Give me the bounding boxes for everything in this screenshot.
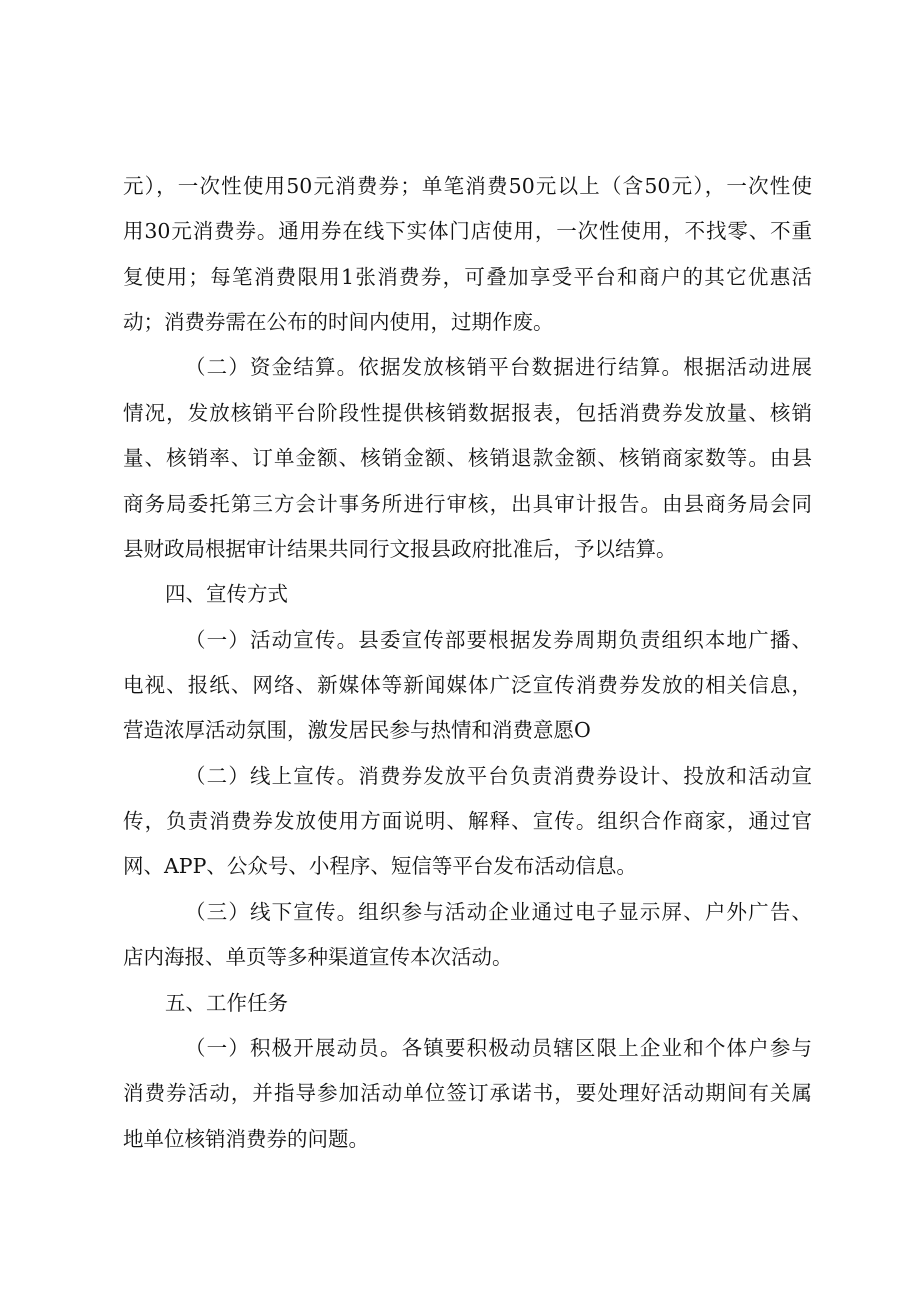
text-line: 元），一次性使用50元消费券；单笔消费50元以上（含50元），一次性使 [123,174,812,198]
paragraph-start: （二）资金结算。依据发放核销平台数据进行结算。根据活动进展 [185,355,812,379]
text-line: 营造浓厚活动氛围，激发居民参与热情和消费意愿O [123,718,591,742]
text-line: 电视、报纸、网络、新媒体等新闻媒体广泛宣传消费券发放的相关信息， [123,673,812,697]
paragraph-start: （三）线下宣传。组织参与活动企业通过电子显示屏、户外广告、 [185,900,812,924]
text-line: 量、核销率、订单金额、核销金额、核销退款金额、核销商家数等。由县 [123,446,812,470]
text-line: 情况，发放核销平台阶段性提供核销数据报表，包括消费券发放量、核销 [123,401,812,425]
text-line: 传，负责消费券发放使用方面说明、解释、宣传。组织合作商家，通过官 [123,809,812,833]
paragraph-start: （一）积极开展动员。各镇要积极动员辖区限上企业和个体户参与 [185,1036,812,1060]
text-line: 动；消费券需在公布的时间内使用，过期作废。 [123,310,554,334]
text-line: 网、APP、公众号、小程序、短信等平台发布活动信息。 [123,854,637,878]
text-line: 商务局委托第三方会计事务所进行审核，出具审计报告。由县商务局会同 [123,492,812,516]
text-line: 地单位核销消费券的问题。 [123,1127,369,1151]
section-heading: 五、工作任务 [165,991,288,1015]
text-line: 用30元消费券。通用券在线下实体门店使用，一次性使用，不找零、不重 [123,219,812,243]
text-line: 复使用；每笔消费限用1张消费券，可叠加享受平台和商户的其它优惠活 [123,265,812,289]
text-line: 店内海报、单页等多种渠道宣传本次活动。 [123,945,513,969]
section-heading: 四、宣传方式 [165,582,288,606]
paragraph-start: （一）活动宣传。县委宣传部要根据发券周期负责组织本地广播、 [185,628,812,652]
text-line: 县财政局根据审计结果共同行文报县政府批准后，予以结算。 [123,537,677,561]
paragraph-start: （二）线上宣传。消费券发放平台负责消费券设计、投放和活动宣 [185,764,812,788]
text-line: 消费券活动，并指导参加活动单位签订承诺书，要处理好活动期间有关属 [123,1081,812,1105]
